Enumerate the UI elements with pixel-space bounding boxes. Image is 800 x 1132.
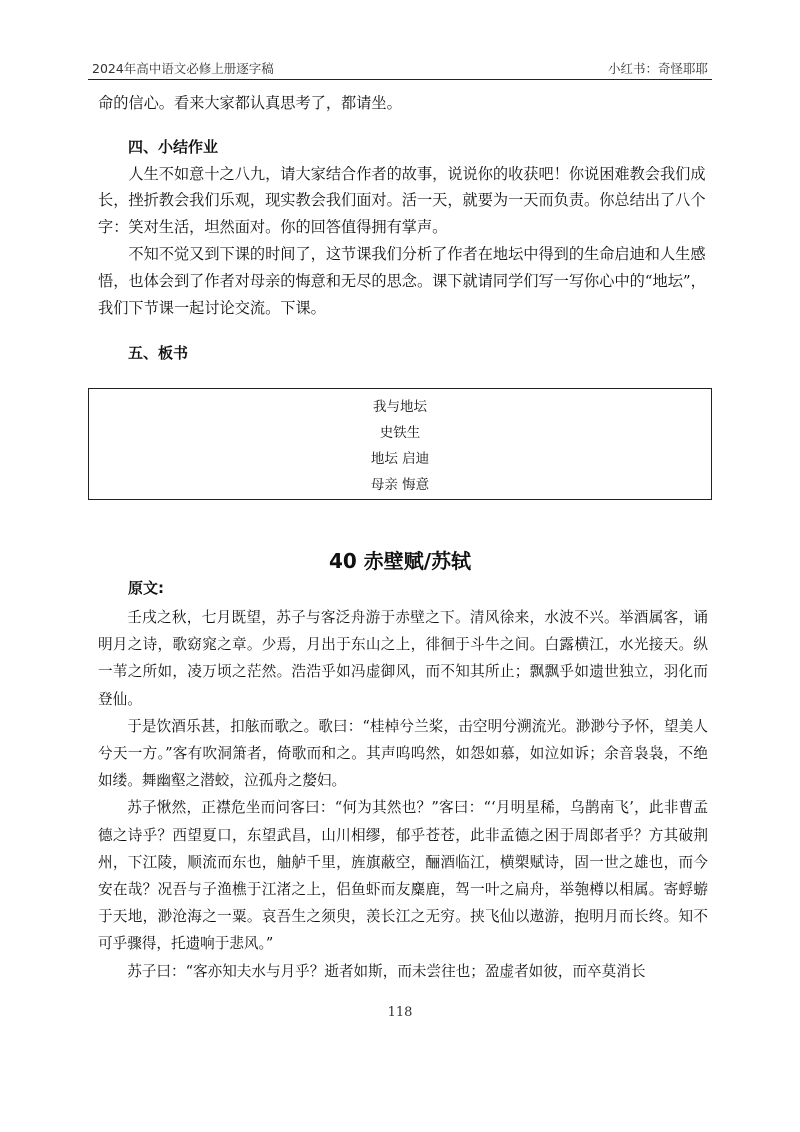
article-paragraph-4: 苏子曰：“客亦知夫水与月乎？逝者如斯，而未尝往也；盈虚者如彼，而卒莫消长 bbox=[127, 962, 646, 980]
page-header bbox=[88, 57, 712, 80]
original-text-label: 原文: bbox=[128, 579, 164, 597]
blackboard-box bbox=[88, 388, 712, 500]
article-title: 40 赤壁赋/苏轼 bbox=[328, 549, 472, 573]
board-line: 我与地坛 bbox=[373, 399, 427, 415]
header-author-credit: 小红书：奇怪耶耶 bbox=[607, 61, 708, 76]
section-blackboard-title: 五、板书 bbox=[128, 344, 189, 363]
lesson-content bbox=[98, 90, 706, 367]
summary-paragraph-1: 人生不如意十之八九，请大家结合作者的故事，说说你的收获吧！你说困难教会我们成长，挫折教会我们乐观，现实教会我们面对。活一天，就要为一天而负责。你总结出了八个字：笑对生活，坦然面对。你的回答值得拥有掌声。 bbox=[98, 164, 706, 237]
board-line: 史铁生 bbox=[379, 425, 421, 441]
article-paragraph-3: 苏子愀然，正襟危坐而问客曰：“何为其然也？”客曰：“‘月明星稀，乌鹊南飞’，此非曹孟德之诗乎？西望夏口，东望武昌，山川相缪，郁乎苍苍，此非孟德之困于周郎者乎？方其破荆州，下江陵，顺流而东也，舳舻千里，旌旗蔽空，酾酒临江，横槊赋诗，固一世之雄也，而今安在哉？况吾与子渔樵于江渚之上，侣鱼虾而友麋鹿，驾一叶之扁舟，举匏樽以相属。寄蜉蝣于天地，渺沧海之一粟。哀吾生之须臾，羡长江之无穷。挟飞仙以遨游，抱明月而长终。知不可乎骤得，托遗响于悲风。” bbox=[98, 799, 708, 953]
board-line: 地坛 启迪 bbox=[370, 451, 430, 467]
article-body bbox=[98, 575, 708, 985]
article-paragraph-2: 于是饮酒乐甚，扣舷而歌之。歌曰：“桂棹兮兰桨，击空明兮溯流光。渺渺兮予怀，望美人兮天一方。”客有吹洞箫者，倚歌而和之。其声呜呜然，如怨如慕，如泣如诉；余音袅袅，不绝如缕。舞幽壑之潜蛟，泣孤舟之嫠妇。 bbox=[98, 717, 708, 790]
section-summary-title: 四、小结作业 bbox=[128, 137, 219, 156]
header-book-title: 2024年高中语文必修上册逐字稿 bbox=[92, 61, 274, 76]
article-paragraph-1: 壬戌之秋，七月既望，苏子与客泛舟游于赤壁之下。清风徐来，水波不兴。举酒属客，诵明月之诗，歌窈窕之章。少焉，月出于东山之上，徘徊于斗牛之间。白露横江，水光接天。纵一苇之所如，凌万顷之茫然。浩浩乎如冯虚御风，而不知其所止；飘飘乎如遗世独立，羽化而登仙。 bbox=[98, 609, 708, 708]
summary-paragraph-2: 不知不觉又到下课的时间了，这节课我们分析了作者在地坛中得到的生命启迪和人生感悟，也体会到了作者对母亲的悔意和无尽的思念。课下就请同学们写一写你心中的“地坛”，我们下节课一起讨论交流。下课。 bbox=[98, 244, 706, 317]
page-number: 118 bbox=[387, 1005, 413, 1020]
continuation-text: 命的信心。看来大家都认真思考了，都请坐。 bbox=[98, 94, 402, 112]
board-line: 母亲 悔意 bbox=[370, 477, 430, 493]
